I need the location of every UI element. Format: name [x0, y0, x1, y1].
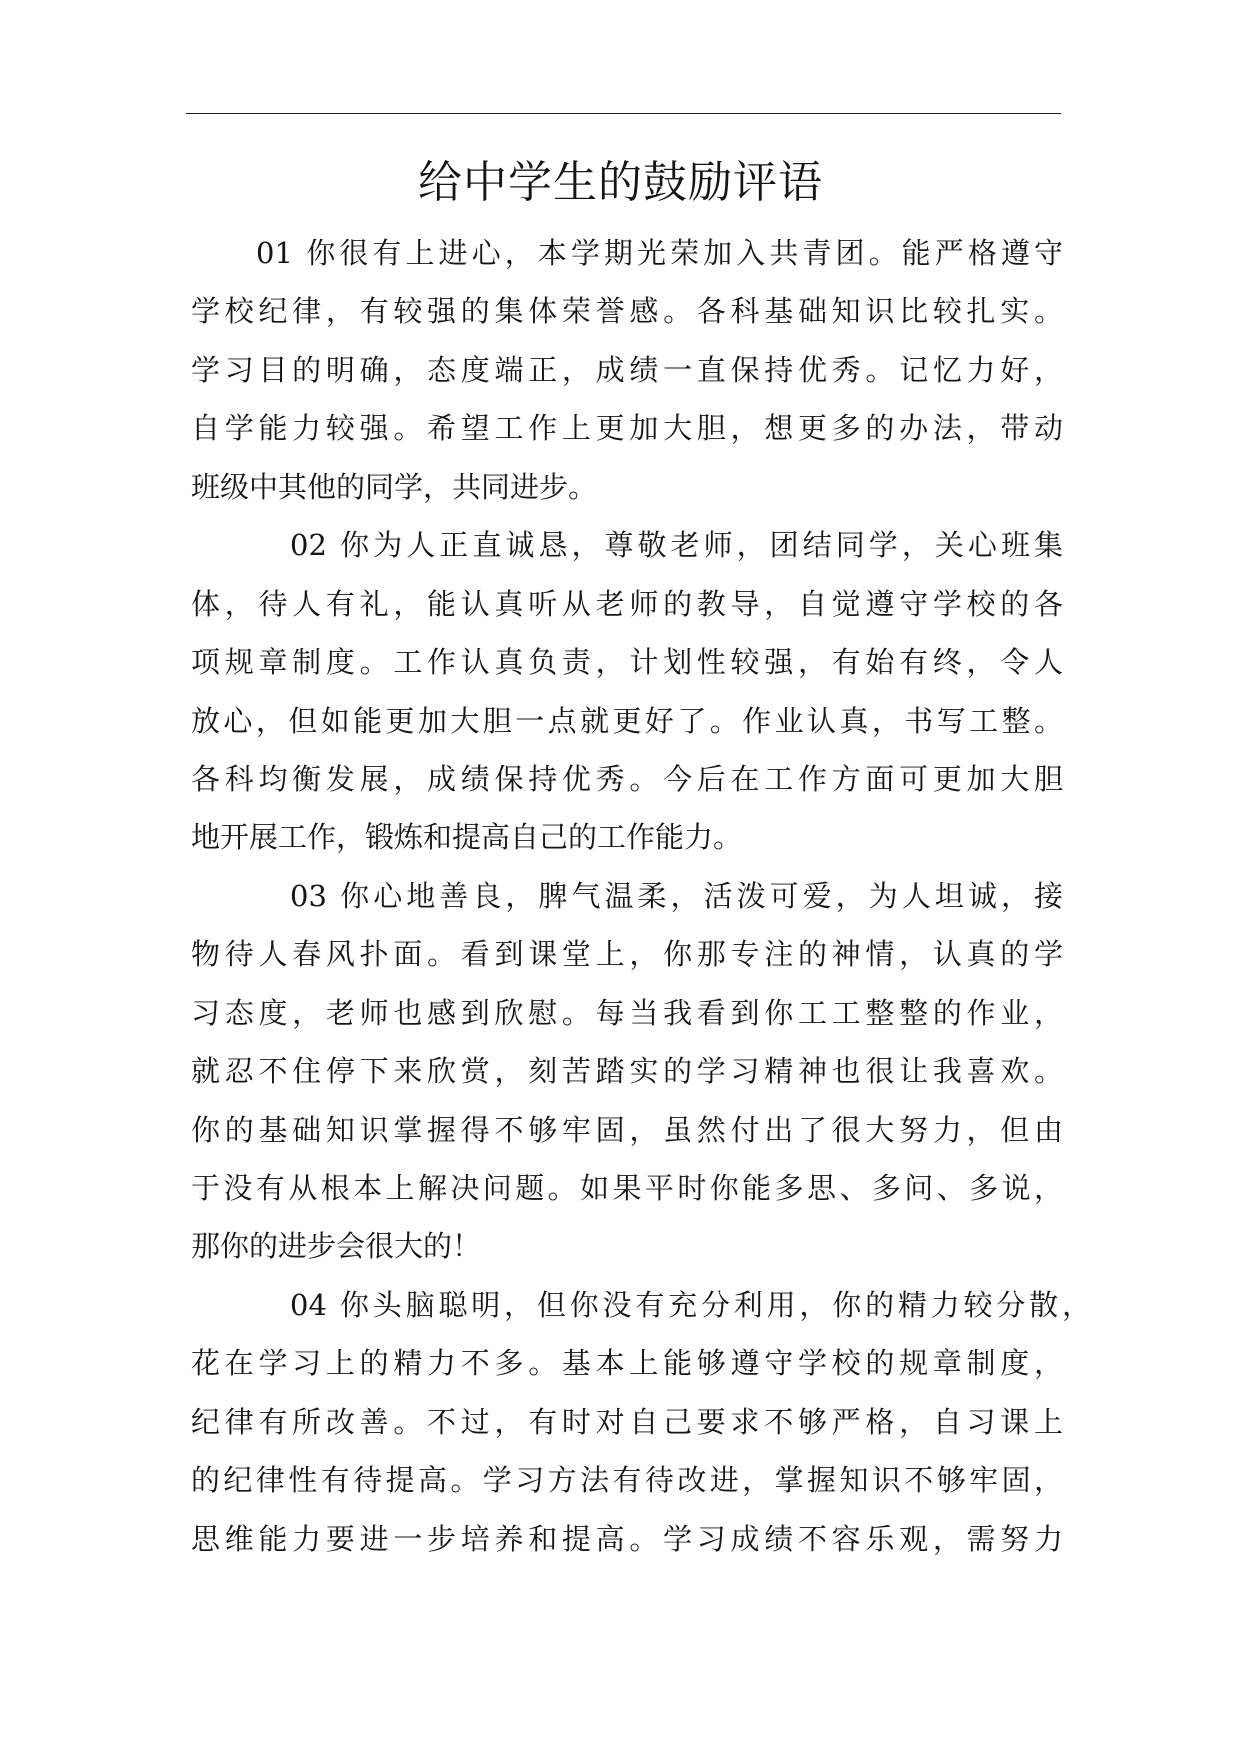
- paragraph-line: 学校纪律，有较强的集体荣誉感。各科基础知识比较扎实。: [191, 294, 1063, 329]
- paragraph-line: 02 你为人正直诚恳，尊敬老师，团结同学，关心班集: [290, 528, 1063, 563]
- paragraph-line: 体，待人有礼，能认真听从老师的教导，自觉遵守学校的各: [191, 586, 1063, 621]
- header-rule: [186, 113, 1061, 114]
- paragraph-line: 就忍不住停下来欣赏，刻苦踏实的学习精神也很让我喜欢。: [191, 1054, 1063, 1089]
- paragraph-line: 自学能力较强。希望工作上更加大胆，想更多的办法，带动: [191, 411, 1063, 446]
- paragraph-line: 习态度，老师也感到欣慰。每当我看到你工工整整的作业，: [191, 995, 1063, 1030]
- document-body: [191, 224, 1091, 1568]
- paragraph-line: 学习目的明确，态度端正，成绩一直保持优秀。记忆力好，: [191, 352, 1063, 387]
- paragraph-line: 项规章制度。工作认真负责，计划性较强，有始有终，令人: [191, 645, 1063, 680]
- paragraph-02: [191, 516, 1063, 867]
- paragraph-03: [191, 867, 1063, 1276]
- paragraph-line: 地开展工作，锻炼和提高自己的工作能力。: [191, 820, 743, 855]
- paragraph-line: 各科均衡发展，成绩保持优秀。今后在工作方面可更加大胆: [191, 761, 1063, 796]
- paragraph-line: 04 你头脑聪明，但你没有充分利用，你的精力较分散，: [290, 1287, 1091, 1322]
- paragraph-line: 放心，但如能更加大胆一点就更好了。作业认真，书写工整。: [191, 703, 1063, 738]
- paragraph-line: 你的基础知识掌握得不够牢固，虽然付出了很大努力，但由: [191, 1112, 1063, 1147]
- paragraph-line: 于没有从根本上解决问题。如果平时你能多思、多问、多说，: [191, 1171, 1063, 1205]
- paragraph-line: 03 你心地善良，脾气温柔，活泼可爱，为人坦诚，接: [290, 878, 1063, 913]
- paragraph-line: 的纪律性有待提高。学习方法有待改进，掌握知识不够牢固，: [191, 1463, 1063, 1498]
- paragraph-line: 纪律有所改善。不过，有时对自己要求不够严格，自习课上: [191, 1404, 1063, 1439]
- paragraph-line: 花在学习上的精力不多。基本上能够遵守学校的规章制度，: [191, 1346, 1063, 1381]
- paragraph-line: 01 你很有上进心，本学期光荣加入共青团。能严格遵守: [256, 236, 1063, 270]
- paragraph-line: 那你的进步会很大的！: [191, 1229, 482, 1264]
- paragraph-line: 班级中其他的同学，共同进步。: [191, 469, 598, 504]
- paragraph-04: [191, 1276, 1091, 1568]
- paragraph-01: [191, 224, 1063, 516]
- paragraph-line: 物待人春风扑面。看到课堂上，你那专注的神情，认真的学: [191, 937, 1063, 972]
- paragraph-line: 思维能力要进一步培养和提高。学习成绩不容乐观，需努力: [191, 1521, 1063, 1556]
- document-title: 给中学生的鼓励评语: [418, 157, 823, 208]
